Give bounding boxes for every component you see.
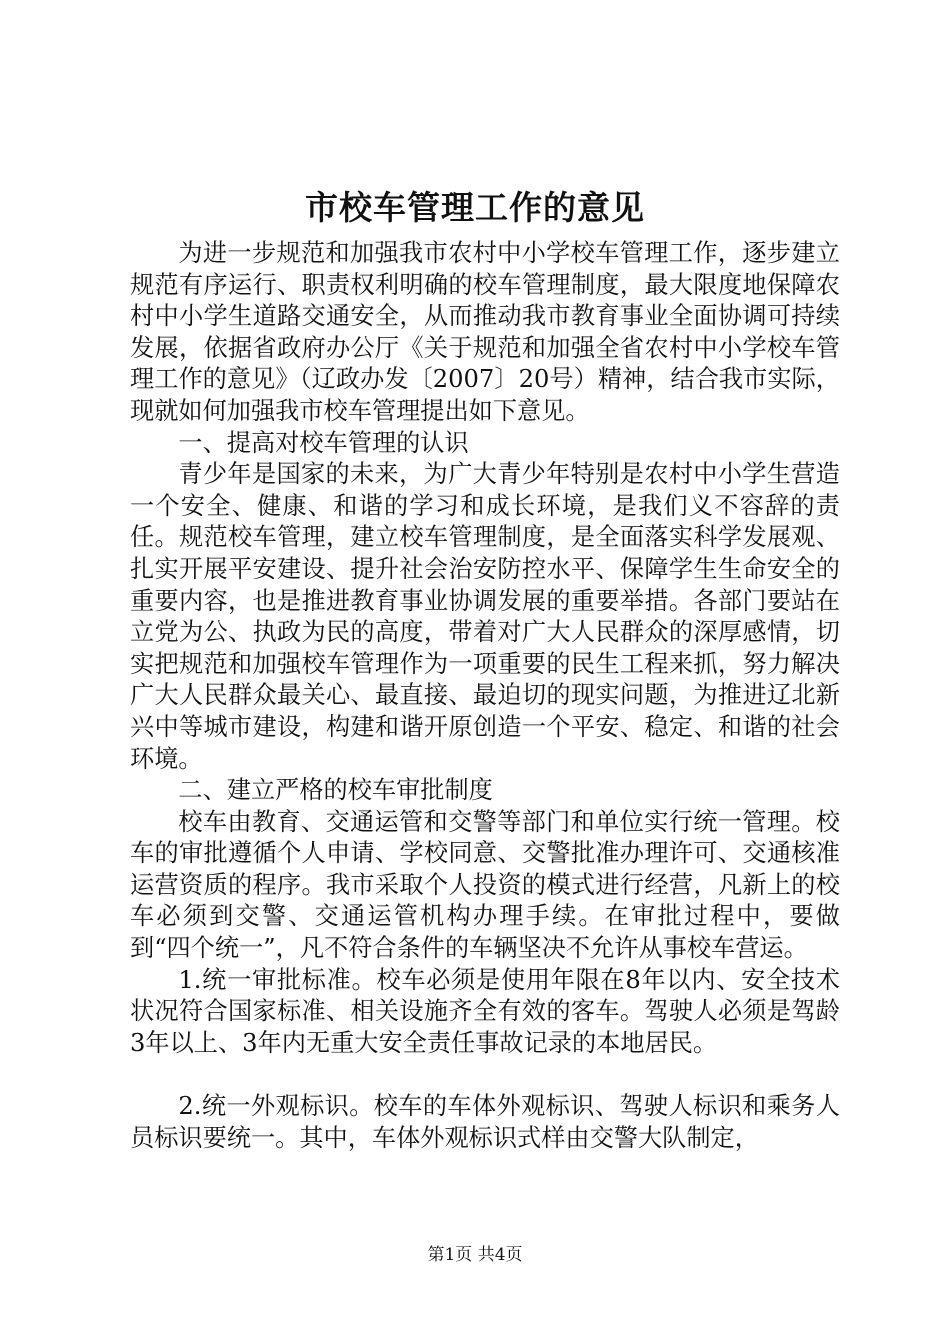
paragraph-section-2: 校车由教育、交通运管和交警等部门和单位实行统一管理。校车的审批遵循个人申请、学校同意、交警批准办理许可、交通核准运营资质的程序。我市采取个人投资的模式进行经营，凡新上的校车必须到交警、交通运管机构办理手续。在审批过程中，要做到“四个统一”，凡不符合条件的车辆坚决不允许从事校车营运。 xyxy=(130,807,840,963)
paragraph-intro: 为进一步规范和加强我市农村中小学校车管理工作，逐步建立规范有序运行、职责权利明确的校车管理制度，最大限度地保障农村中小学生道路交通安全，从而推动我市教育事业全面协调可持续发展，依据省政府办公厅《关于规范和加强全省农村中小学校车管理工作的意见》（辽政办发〔2007〕20号）精神，结合我市实际，现就如何加强我市校车管理提出如下意见。 xyxy=(130,239,840,425)
section-heading-1: 一、提高对校车管理的认识 xyxy=(178,428,469,457)
section-heading-2: 二、建立严格的校车审批制度 xyxy=(178,776,493,805)
page-footer: 第1页 共4页 xyxy=(427,1245,523,1265)
document-title: 市校车管理工作的意见 xyxy=(305,188,645,227)
list-item-1: 1.统一审批标准。校车必须是使用年限在8年以内、安全技术状况符合国家标准、相关设施齐全有效的客车。驾驶人必须是驾龄3年以上、3年内无重大安全责任事故记录的本地居民。 xyxy=(130,965,840,1057)
document-body xyxy=(130,238,840,1154)
paragraph-section-1: 青少年是国家的未来，为广大青少年特别是农村中小学生营造一个安全、健康、和谐的学习和成长环境，是我们义不容辞的责任。规范校车管理，建立校车管理制度，是全面落实科学发展观、扎实开展平安建设、提升社会治安防控水平、保障学生生命安全的重要内容，也是推进教育事业协调发展的重要举措。各部门要站在立党为公、执政为民的高度，带着对广大人民群众的深厚感情，切实把规范和加强校车管理作为一项重要的民生工程来抓，努力解决广大人民群众最关心、最直接、最迫切的现实问题，为推进辽北新兴中等城市建设，构建和谐开原创造一个平安、稳定、和谐的社会环境。 xyxy=(130,460,840,773)
list-item-2: 2.统一外观标识。校车的车体外观标识、驾驶人标识和乘务人员标识要统一。其中，车体外观标识式样由交警大队制定， xyxy=(130,1092,840,1152)
